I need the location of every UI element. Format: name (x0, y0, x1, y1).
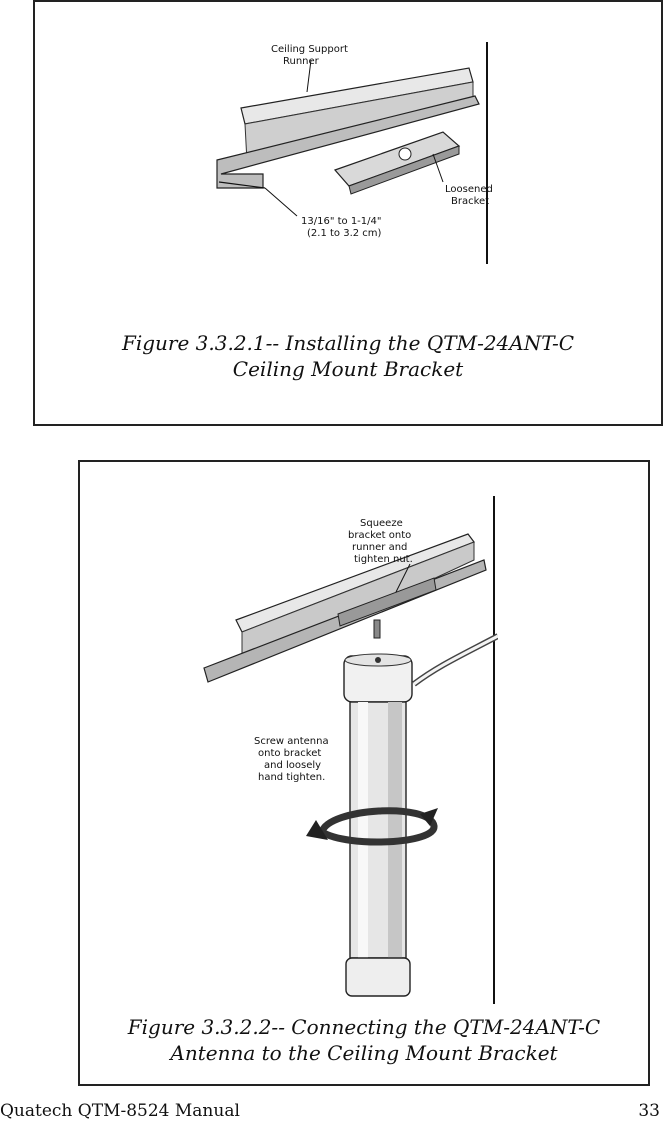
width-label-2: (2.1 to 3.2 cm) (307, 228, 382, 239)
squeeze-label-3: runner and (352, 542, 408, 553)
figure-1-frame (33, 0, 663, 426)
width-leader (265, 188, 297, 216)
screw-label-2: onto bracket (258, 748, 322, 759)
width-label-1: 13/16" to 1-1/4" (301, 216, 382, 227)
bracket-label-1: Loosened (445, 184, 493, 195)
figure-2-frame (78, 460, 650, 1086)
antenna-bottom-cap (346, 958, 410, 996)
footer-manual-title: Quatech QTM-8524 Manual (0, 1101, 240, 1121)
antenna-shade (388, 702, 402, 958)
antenna-highlight (358, 702, 368, 958)
bracket-nut (399, 148, 411, 160)
figure-2-illustration (198, 496, 498, 1008)
figure-1-illustration (211, 42, 531, 272)
figure-2-caption-line-1: Figure 3.3.2.2-- Connecting the QTM-24ANT-C (127, 1015, 601, 1039)
mount-stud (374, 620, 380, 638)
antenna-socket (375, 657, 381, 663)
squeeze-label-2: bracket onto (348, 530, 412, 541)
footer-page-number: 33 (638, 1101, 660, 1121)
figure-2-caption (80, 1014, 648, 1066)
runner-label-2: Runner (283, 56, 319, 67)
runner-label-1: Ceiling Support (271, 44, 348, 55)
figure-1-caption-line-2: Ceiling Mount Bracket (232, 357, 464, 381)
screw-label-4: hand tighten. (258, 772, 326, 783)
figure-2-caption-line-2: Antenna to the Ceiling Mount Bracket (170, 1041, 558, 1065)
figure-1-caption (35, 330, 661, 382)
screw-label-3: and loosely (264, 760, 322, 771)
squeeze-label-1: Squeeze (360, 518, 403, 529)
screw-label-1: Screw antenna (254, 736, 329, 747)
bracket-label-2: Bracket (451, 196, 490, 207)
ceiling-bracket-install-drawing (211, 42, 531, 272)
squeeze-label-4: tighten nut. (354, 554, 413, 565)
figure-1-caption-line-1: Figure 3.3.2.1-- Installing the QTM-24ANT-C (121, 331, 575, 355)
antenna-connection-drawing (198, 496, 498, 1008)
